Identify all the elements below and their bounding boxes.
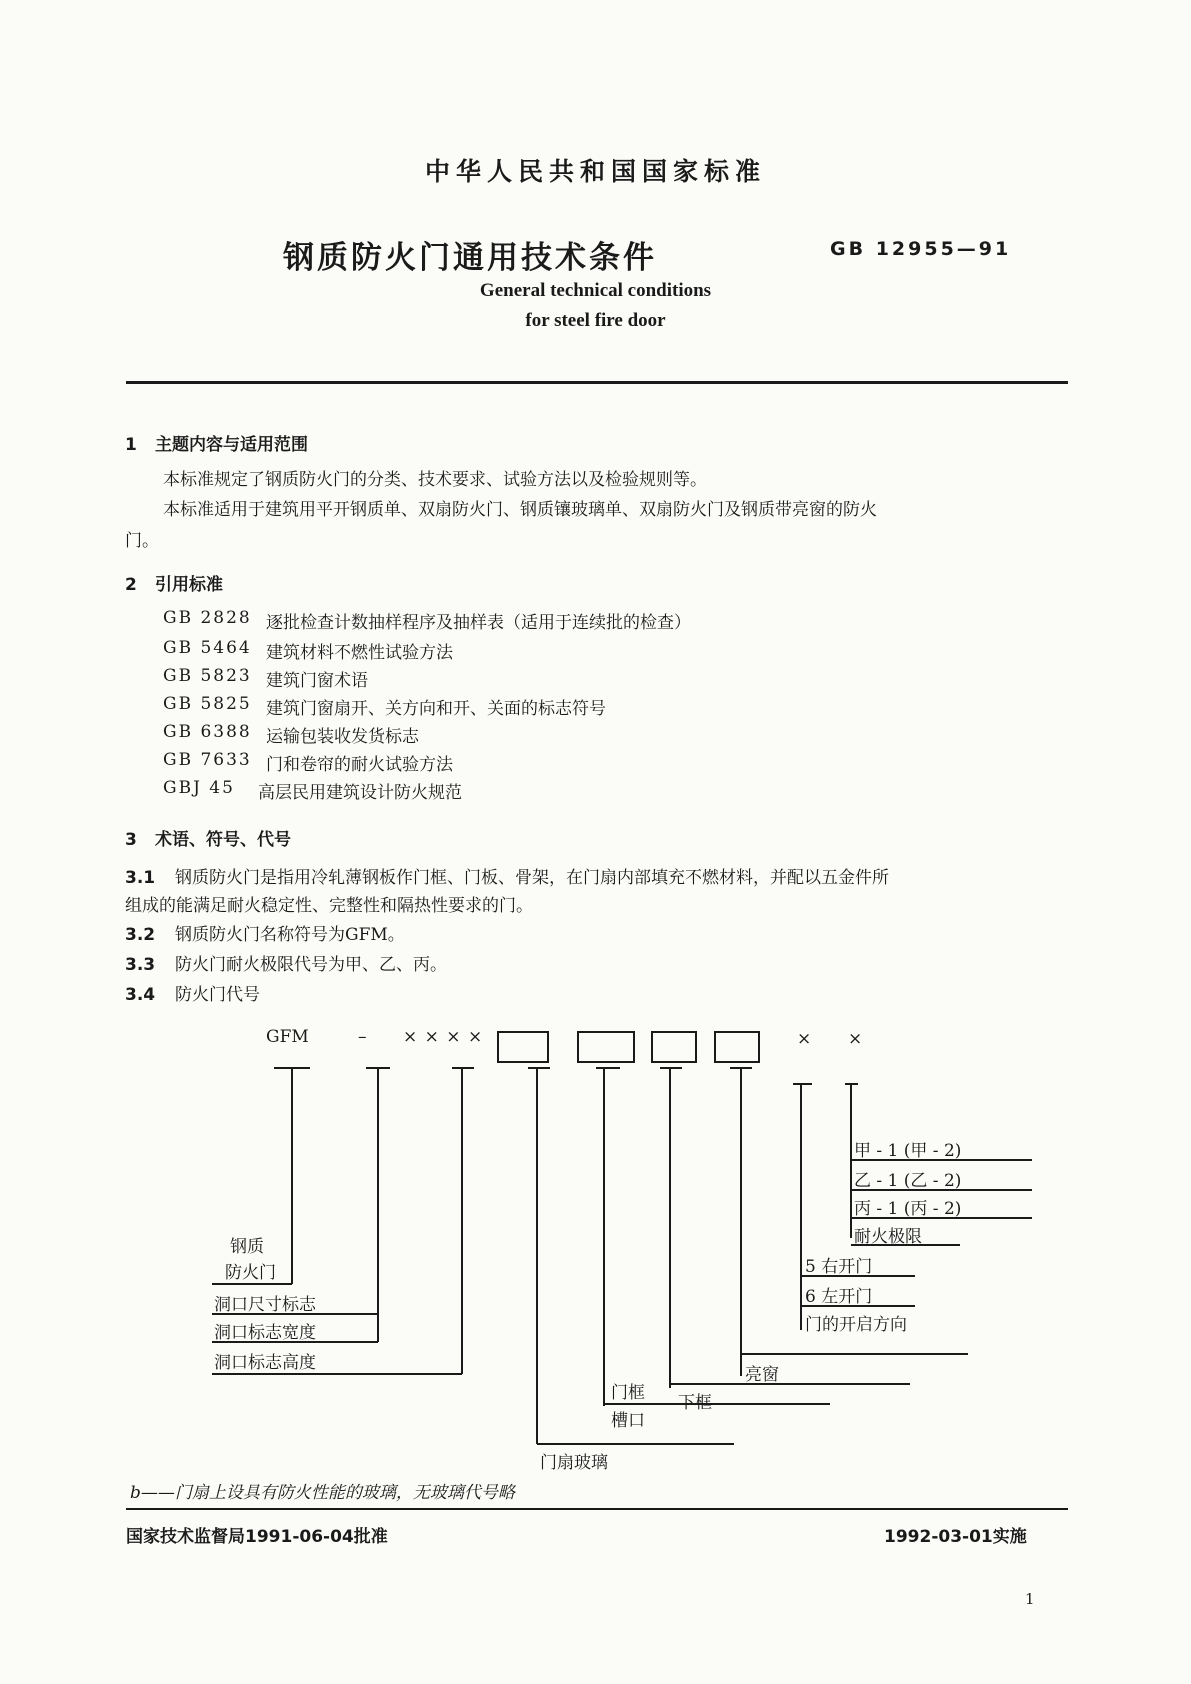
page-number: 1 <box>1025 1590 1035 1608</box>
clause-3-1-number: 3.1 <box>125 868 156 888</box>
section-2-title: 引用标准 <box>155 575 223 595</box>
reference-code: GB 2828 <box>163 608 252 628</box>
clause-3-1-cont: 组成的能满足耐火稳定性、完整性和隔热性要求的门。 <box>125 896 533 916</box>
section-2-number: 2 <box>125 575 137 595</box>
english-title-line-1: General technical conditions <box>479 280 712 301</box>
reference-title: 建筑门窗术语 <box>266 671 368 691</box>
opening-direction-label: 门的开启方向 <box>805 1315 907 1335</box>
reference-title: 运输包装收发货标志 <box>266 727 419 747</box>
code-dash: – <box>358 1027 367 1047</box>
frame-slot-label-1: 门框 <box>611 1383 645 1403</box>
effective-date: 1992-03-01实施 <box>884 1527 1027 1547</box>
code-opening-direction: × <box>797 1029 812 1049</box>
section-1-para-1: 本标准规定了钢质防火门的分类、技术要求、试验方法以及检验规则等。 <box>163 470 707 490</box>
opening-width-label: 洞口标志宽度 <box>214 1323 316 1343</box>
door-glass-label: 门扇玻璃 <box>540 1453 608 1473</box>
reference-title: 高层民用建筑设计防火规范 <box>258 783 462 803</box>
approval-date: 国家技术监督局1991-06-04批准 <box>126 1527 388 1547</box>
clause-3-2-text: 钢质防火门名称符号为GFM。 <box>175 925 405 945</box>
clause-3-2 <box>125 920 405 945</box>
diagram-footnote: b——门扇上设具有防火性能的玻璃，无玻璃代号略 <box>130 1483 515 1503</box>
reference-code: GB 7633 <box>163 750 252 770</box>
fire-rating-c: 丙 - 1 (丙 - 2) <box>854 1199 962 1219</box>
section-1-title: 主题内容与适用范围 <box>155 435 308 455</box>
reference-title: 门和卷帘的耐火试验方法 <box>266 755 453 775</box>
code-size-digits: × × × × <box>403 1027 484 1047</box>
reference-title: 建筑门窗扇开、关方向和开、关面的标志符号 <box>266 699 606 719</box>
clause-3-3-text: 防火门耐火极限代号为甲、乙、丙。 <box>175 955 447 975</box>
clause-3-1-text: 钢质防火门是指用冷轧薄钢板作门框、门板、骨架，在门扇内部填充不燃材料，并配以五金件所 <box>175 868 889 888</box>
clause-3-4 <box>125 980 260 1005</box>
opening-height-label: 洞口标志高度 <box>214 1353 316 1373</box>
opening-size-label: 洞口尺寸标志 <box>214 1295 316 1315</box>
reference-code: GB 5823 <box>163 666 252 686</box>
lower-frame-label: 下框 <box>678 1393 712 1413</box>
frame-slot-label-2: 槽口 <box>611 1411 645 1431</box>
fire-door-label: 防火门 <box>225 1263 276 1283</box>
clause-3-4-text: 防火门代号 <box>175 985 260 1005</box>
reference-code: GBJ 45 <box>163 778 235 798</box>
header-title: 中华人民共和国国家标准 <box>424 157 766 186</box>
code-box-lower-frame <box>652 1032 696 1062</box>
section-3-heading <box>125 825 291 850</box>
steel-label: 钢质 <box>230 1237 264 1257</box>
reference-title: 逐批检查计数抽样程序及抽样表（适用于连续批的检查） <box>266 613 691 633</box>
section-1-number: 1 <box>125 435 137 455</box>
clause-3-4-number: 3.4 <box>125 985 156 1005</box>
transom-label: 亮窗 <box>745 1365 779 1385</box>
standard-number: GB 12955—91 <box>830 238 1012 260</box>
section-1-heading <box>125 430 308 455</box>
reference-code: GB 5825 <box>163 694 252 714</box>
fire-limit-label: 耐火极限 <box>854 1227 922 1247</box>
clause-3-3 <box>125 950 447 975</box>
reference-code: GB 6388 <box>163 722 252 742</box>
code-box-frame-slot <box>578 1032 634 1062</box>
section-1-para-2-cont: 门。 <box>125 531 159 551</box>
section-1-para-2: 本标准适用于建筑用平开钢质单、双扇防火门、钢质镶玻璃单、双扇防火门及钢质带亮窗的防火 <box>163 500 877 520</box>
code-fire-limit: × <box>848 1029 863 1049</box>
section-3-number: 3 <box>125 830 137 850</box>
opening-left: 6 左开门 <box>805 1287 873 1307</box>
fire-rating-a: 甲 - 1 (甲 - 2) <box>854 1141 962 1161</box>
footer-rule <box>126 1508 1068 1510</box>
opening-right: 5 右开门 <box>805 1257 873 1277</box>
code-box-transom <box>715 1032 759 1062</box>
reference-title: 建筑材料不燃性试验方法 <box>266 643 453 663</box>
code-box-door-glass <box>498 1032 548 1062</box>
english-title-line-2: for steel fire door <box>525 310 666 331</box>
clause-3-2-number: 3.2 <box>125 925 156 945</box>
header-rule <box>126 381 1068 384</box>
document-title: 钢质防火门通用技术条件 <box>283 240 657 276</box>
code-gfm: GFM <box>266 1027 309 1047</box>
clause-3-3-number: 3.3 <box>125 955 156 975</box>
reference-code: GB 5464 <box>163 638 252 658</box>
section-3-title: 术语、符号、代号 <box>155 830 291 850</box>
clause-3-1 <box>125 863 889 888</box>
section-2-heading <box>125 570 223 595</box>
fire-rating-b: 乙 - 1 (乙 - 2) <box>854 1171 962 1191</box>
